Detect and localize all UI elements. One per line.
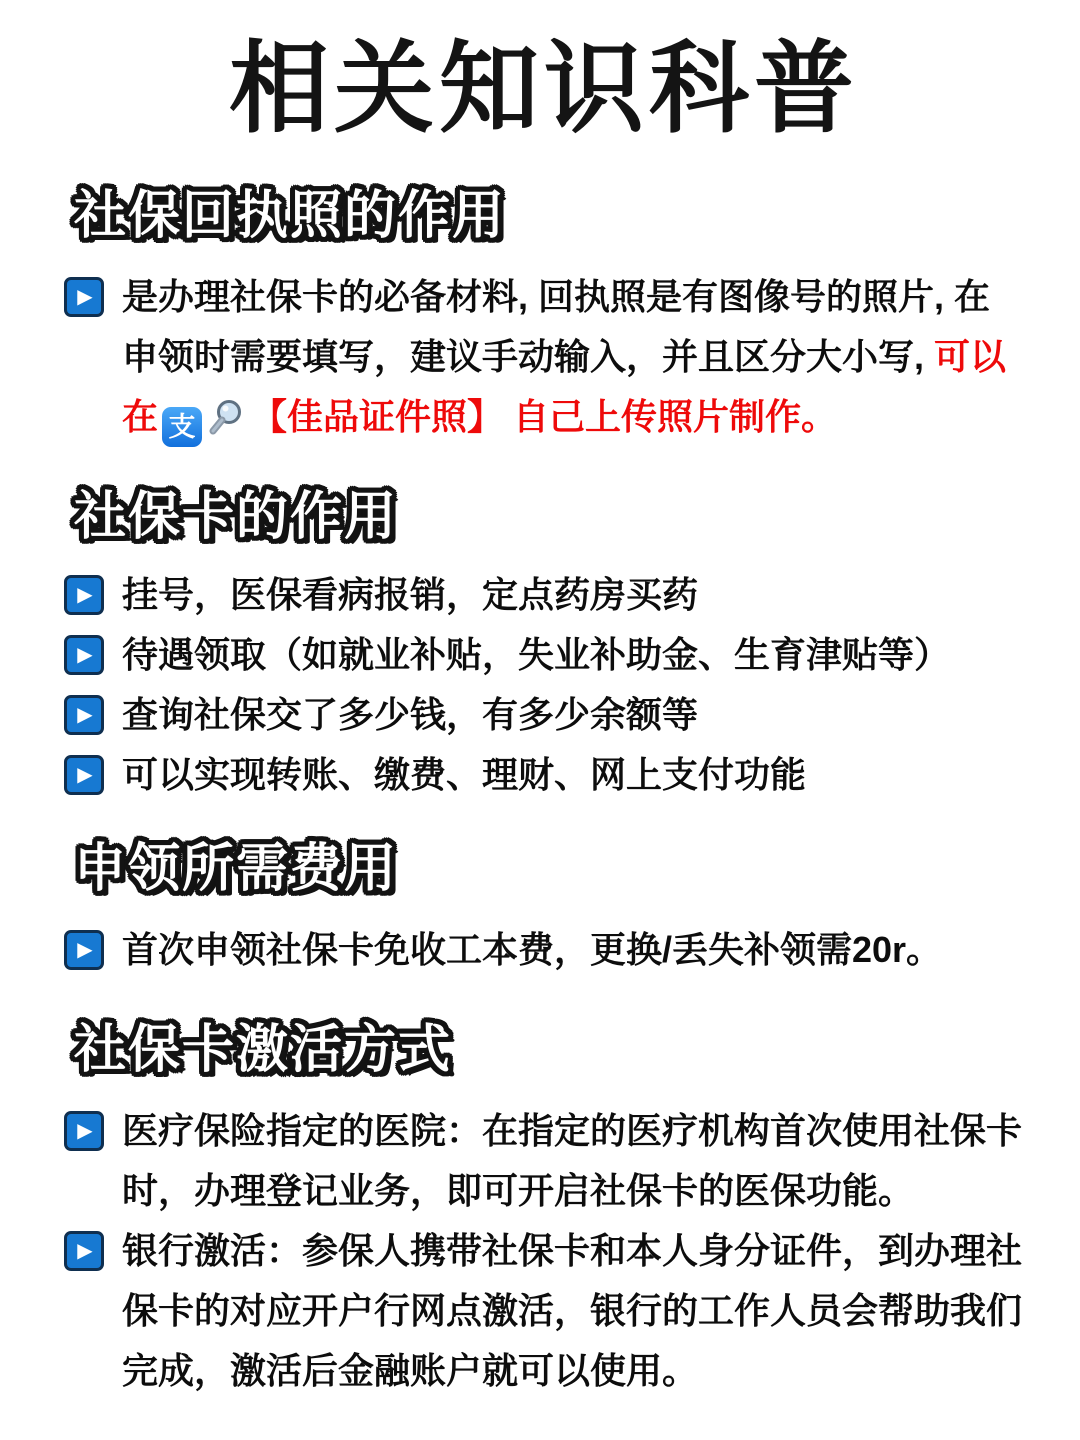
play-icon: ▶ — [64, 755, 104, 795]
play-icon: ▶ — [64, 635, 104, 675]
bullet-text: 挂号，医保看病报销，定点药房买药 — [122, 574, 699, 616]
section-heading: 社保卡激活方式 — [74, 1016, 452, 1085]
bullet-item — [64, 1101, 1024, 1221]
section-shebaoka-zuoyong — [64, 483, 1024, 806]
bullet-text: 首次申领社保卡免收工本费，更换/丢失补领需20r。 — [122, 928, 943, 970]
bullet-item — [64, 920, 1024, 980]
section-heading: 申领所需费用 — [74, 835, 398, 904]
section-huizhizhao — [64, 182, 1024, 447]
magnifying-glass-icon — [207, 395, 247, 435]
paragraph-red-text: 【佳品证件照】 自己上传照片制作。 — [251, 395, 838, 437]
section-heading: 社保回执照的作用 — [74, 182, 506, 251]
bullet-text — [122, 267, 1024, 447]
bullet-text: 医疗保险指定的医院：在指定的医疗机构首次使用社保卡时，办理登记业务，即可开启社保卡的医保功能。 — [122, 1109, 1023, 1211]
play-icon: ▶ — [64, 1111, 104, 1151]
section-heading: 社保卡的作用 — [74, 483, 398, 552]
bullet-item — [64, 267, 1024, 447]
bullet-item — [64, 625, 1024, 685]
play-icon: ▶ — [64, 1231, 104, 1271]
page-title-text: 相关知识科普 — [229, 33, 859, 145]
play-icon: ▶ — [64, 277, 104, 317]
page-title — [64, 33, 1024, 145]
section-jihuo — [64, 1016, 1024, 1401]
bullet-text: 查询社保交了多少钱，有多少余额等 — [122, 694, 699, 736]
alipay-icon: 支 — [162, 407, 202, 447]
paragraph-black-text: 是办理社保卡的必备材料, 回执照是有图像号的照片, 在申领时需要填写，建议手动输入，并且区分大小写, — [122, 275, 991, 377]
bullet-item — [64, 1221, 1024, 1401]
bullet-text: 待遇领取（如就业补贴，失业补助金、生育津贴等） — [122, 634, 951, 676]
bullet-item — [64, 565, 1024, 625]
bullet-item — [64, 685, 1024, 745]
bullet-item — [64, 745, 1024, 805]
paragraph-red-text: 可以在 — [122, 335, 1007, 437]
play-icon: ▶ — [64, 575, 104, 615]
play-icon: ▶ — [64, 930, 104, 970]
bullet-text: 银行激活：参保人携带社保卡和本人身分证件，到办理社保卡的对应开户行网点激活，银行的工作人员会帮助我们完成，激活后金融账户就可以使用。 — [122, 1229, 1023, 1391]
bullet-text: 可以实现转账、缴费、理财、网上支付功能 — [122, 754, 807, 796]
section-feiyong — [64, 835, 1024, 980]
play-icon: ▶ — [64, 695, 104, 735]
